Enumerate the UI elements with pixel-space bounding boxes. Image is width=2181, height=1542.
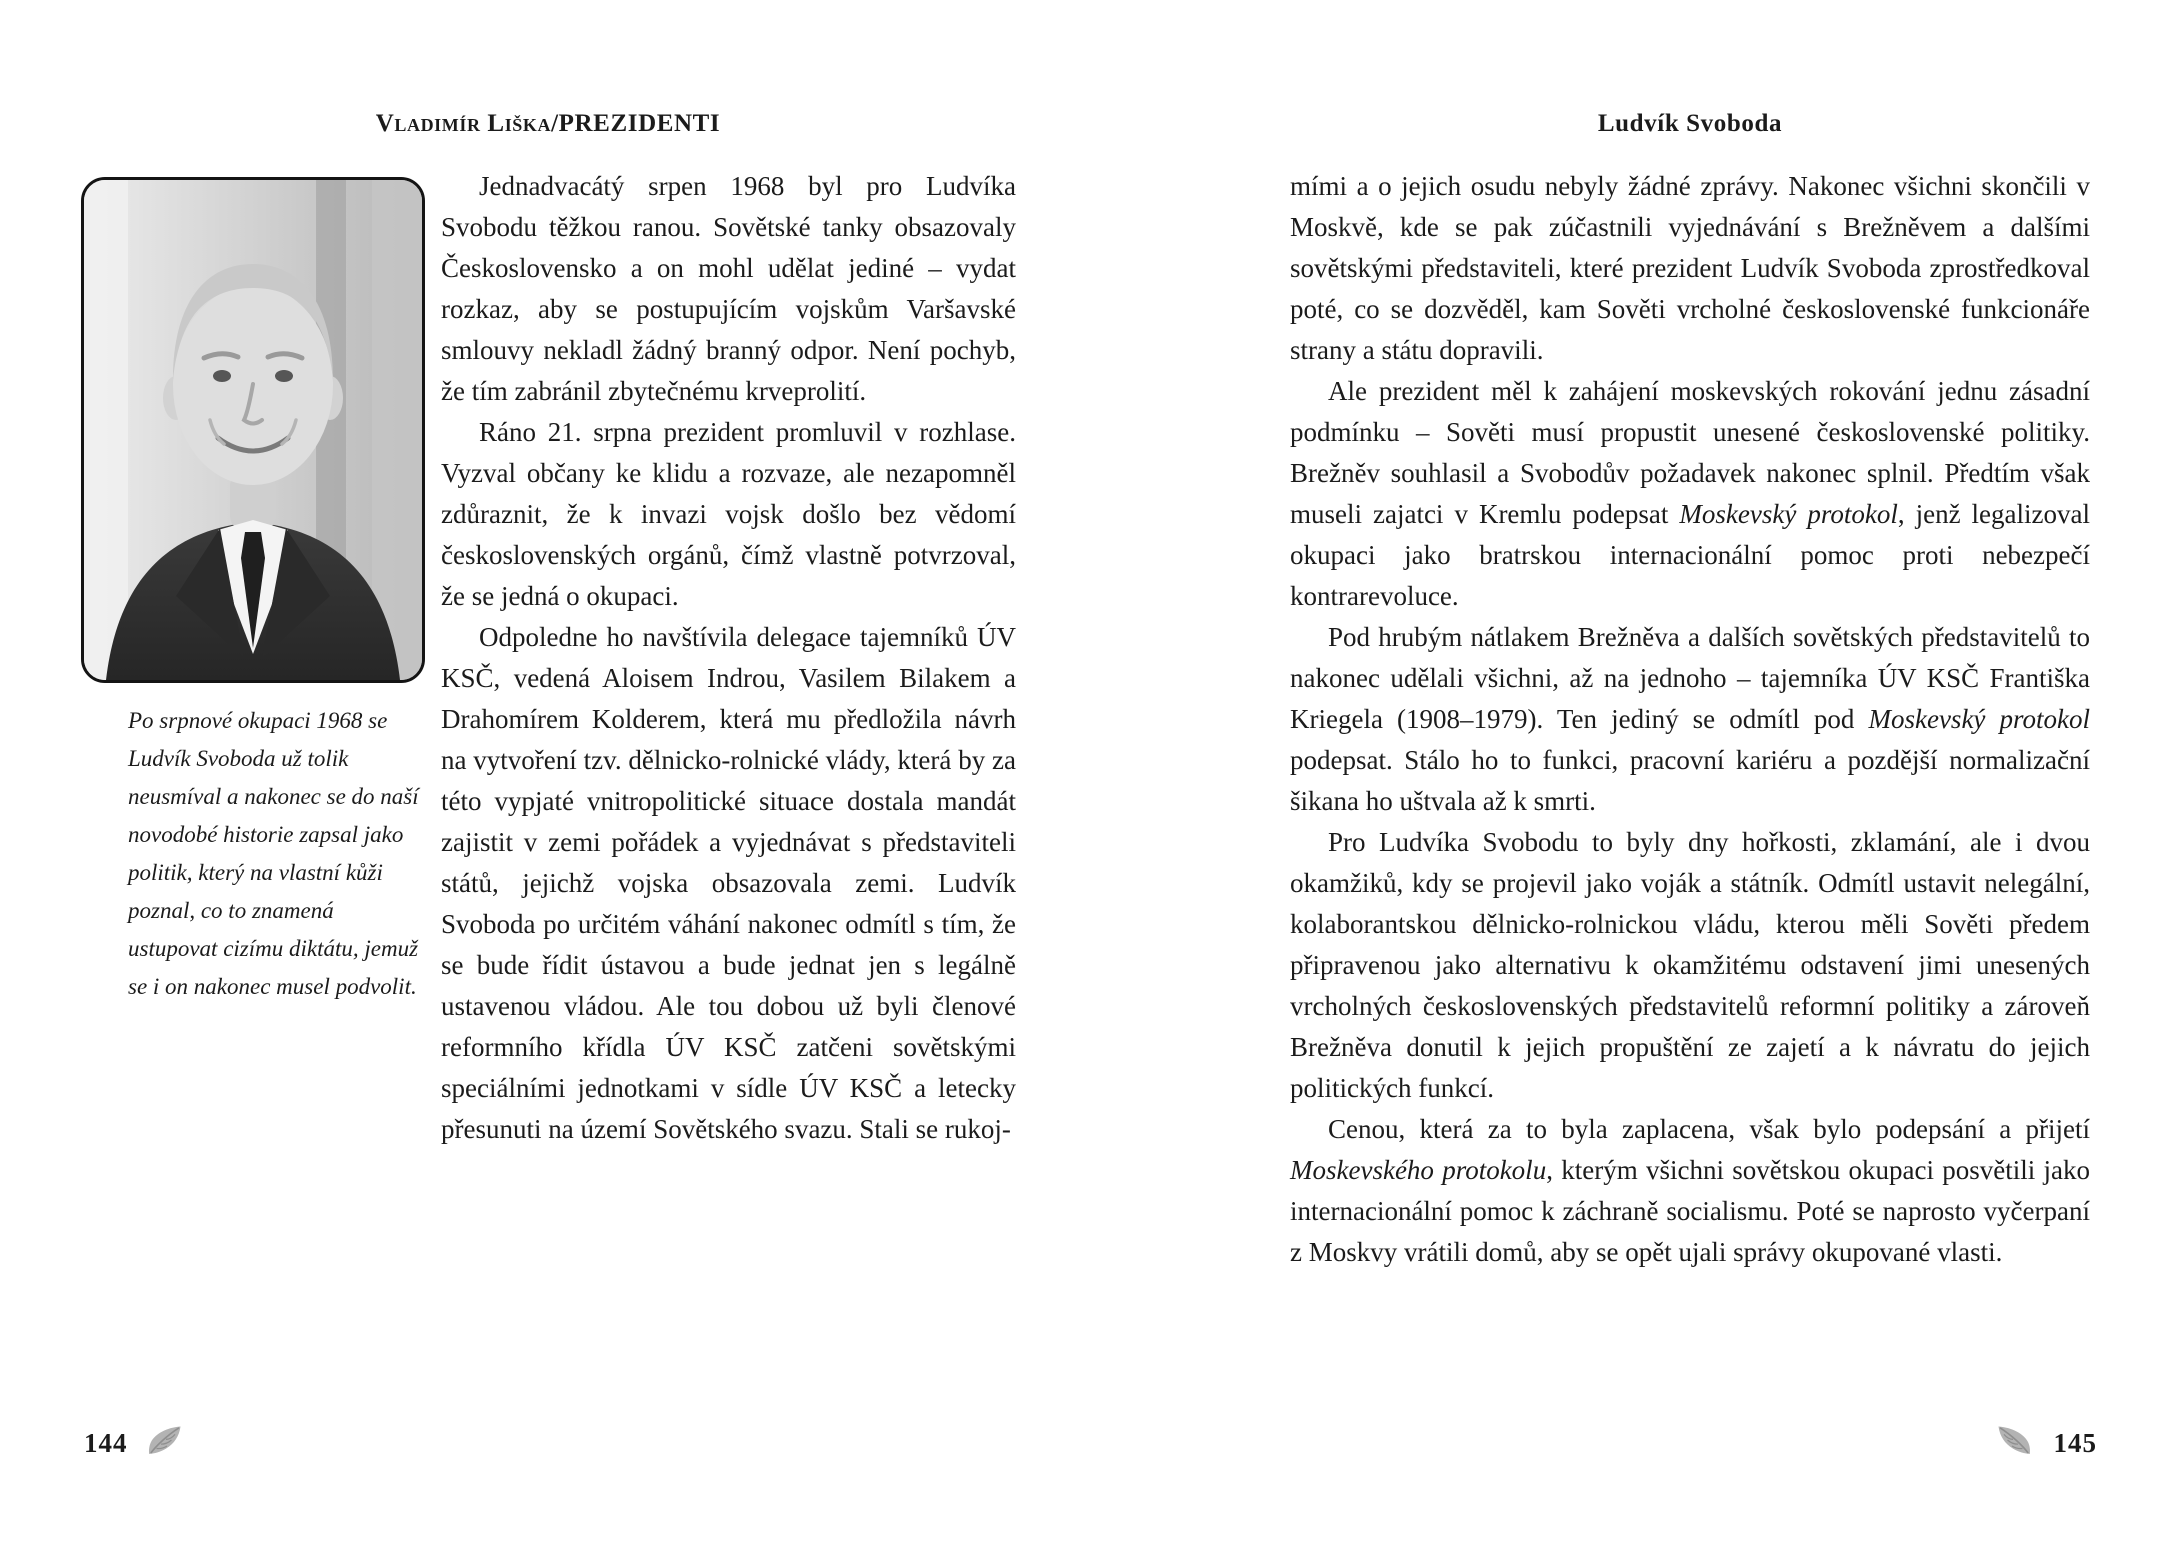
text-run: podepsat. Stálo ho to funkci, pracovní kariéru a pozdější normalizační šikana ho uštvala až k smrti. xyxy=(1290,745,2090,816)
italic-text-run: Moskevský protokol xyxy=(1868,704,2091,734)
left-page-number: 144 xyxy=(84,1428,128,1458)
portrait-photo-frame xyxy=(81,177,425,683)
photo-caption: Po srpnové okupaci 1968 se Ludvík Svoboda už tolik neusmíval a nakonec se do naší novodobé historie zapsal jako politik, který na vlastní kůži poznal, co to znamená ustupovat cizímu diktátu, jemuž se i on nakonec musel podvolit. xyxy=(128,708,419,999)
left-running-head: Vladimír Liška/PREZIDENTI xyxy=(375,110,721,137)
body-paragraph xyxy=(1290,1109,2090,1273)
text-run: , kterým všichni sovětskou okupaci posvětili jako internacionální pomoc k záchraně socialismu. Poté se naprosto vyčerpaní z Moskvy vrátili domů, aby se opět ujali správy okupované vlasti. xyxy=(1290,1155,2090,1267)
text-run: Pro Ludvíka Svobodu to byly dny hořkosti, zklamání, ale i dvou okamžiků, kdy se projevil jako voják a státník. Odmítl ustavit nelegální, kolaborantskou dělnicko-rolnickou vládu, kterou měli Sověti předem připravenou jako alternativu k okamžitému odstavení jimi unesených vrcholných československých představitelů reformní politiky a zároveň Brežněva donutil k jejich propuštění ze zajetí a k návratu do jejich politických funkcí. xyxy=(1290,827,2090,1103)
body-paragraph xyxy=(441,166,1016,412)
body-paragraph xyxy=(1290,371,2090,617)
leaf-icon xyxy=(1995,1424,2033,1458)
text-run: Odpoledne ho navštívila delegace tajemníků ÚV KSČ, vedená Aloisem Indrou, Vasilem Bilakem a Drahomírem Kolderem, která mu předložila návrh na vytvoření tzv. dělnicko-rolnické vlády, která by za této vypjaté vnitropolitické situace dostala mandát zajistit v zemi pořádek a vyjednávat s představiteli států, jejichž vojska obsazovala zemi. Ludvík Svoboda po určitém váhání nakonec odmítl s tím, že se bude řídit ústavou a bude jednat jen s legálně ustavenou vládou. Ale tou dobou už byli členové reformního křídla ÚV KSČ zatčeni sovětskými speciálními jednotkami v sídle ÚV KSČ a letecky přesunuti na území Sovětského svazu. Stali se rukoj- xyxy=(441,622,1016,1144)
body-paragraph xyxy=(1290,822,2090,1109)
body-paragraph xyxy=(1290,166,2090,371)
text-run: Ráno 21. srpna prezident promluvil v rozhlase. Vyzval občany ke klidu a rozvaze, ale nezapomněl zdůraznit, že k invazi vojsk došlo bez vědomí československých orgánů, čímž vlastně potvrzoval, že se jedná o okupaci. xyxy=(441,417,1016,611)
text-run: , jenž legalizoval okupaci jako bratrskou internacionální pomoc proti nebezpečí kontrarevoluce. xyxy=(1290,499,2090,611)
italic-text-run: Moskevského protokolu xyxy=(1290,1155,1547,1185)
left-text-column xyxy=(441,166,1016,1150)
body-paragraph xyxy=(441,412,1016,617)
body-paragraph xyxy=(1290,617,2090,822)
portrait-photo xyxy=(84,180,422,680)
text-run: Pod hrubým nátlakem Brežněva a dalších sovětských představitelů to nakonec udělali všichni, až na jednoho – tajemníka ÚV KSČ Františka Kriegela (1908–1979). Ten jediný se odmítl pod xyxy=(1290,622,2090,734)
text-run: Cenou, která za to byla zaplacena, však bylo podepsání a přijetí xyxy=(1328,1114,2090,1144)
text-run: mími a o jejich osudu nebyly žádné zprávy. Nakonec všichni skončili v Moskvě, kde se pak zúčastnili vyjednávání s Brežněvem a dalšími sovětskými představiteli, které prezident Ludvík Svoboda zprostředkoval poté, co se dozvěděl, kam Sověti vrcholné československé funkcionáře strany a státu dopravili. xyxy=(1290,171,2090,365)
italic-text-run: Moskevský protokol xyxy=(1679,499,1898,529)
right-text-column xyxy=(1290,166,2090,1273)
leaf-icon xyxy=(146,1424,184,1458)
right-running-head: Ludvík Svoboda xyxy=(1597,110,1783,137)
right-page-number: 145 xyxy=(2053,1428,2097,1458)
text-run: Jednadvacátý srpen 1968 byl pro Ludvíka Svobodu těžkou ranou. Sovětské tanky obsazovaly Československo a on mohl udělat jediné – vydat rozkaz, aby se postupujícím vojskům Varšavské smlouvy nekladl žádný branný odpor. Není pochyb, že tím zabránil zbytečnému krveprolití. xyxy=(441,171,1016,406)
body-paragraph xyxy=(441,617,1016,1150)
text-run: Ale prezident měl k zahájení moskevských rokování jednu zásadní podmínku – Sověti musí propustit unesené československé politiky. Brežněv souhlasil a Svobodův požadavek nakonec splnil. Předtím však museli zajatci v Kremlu podepsat xyxy=(1290,376,2090,529)
